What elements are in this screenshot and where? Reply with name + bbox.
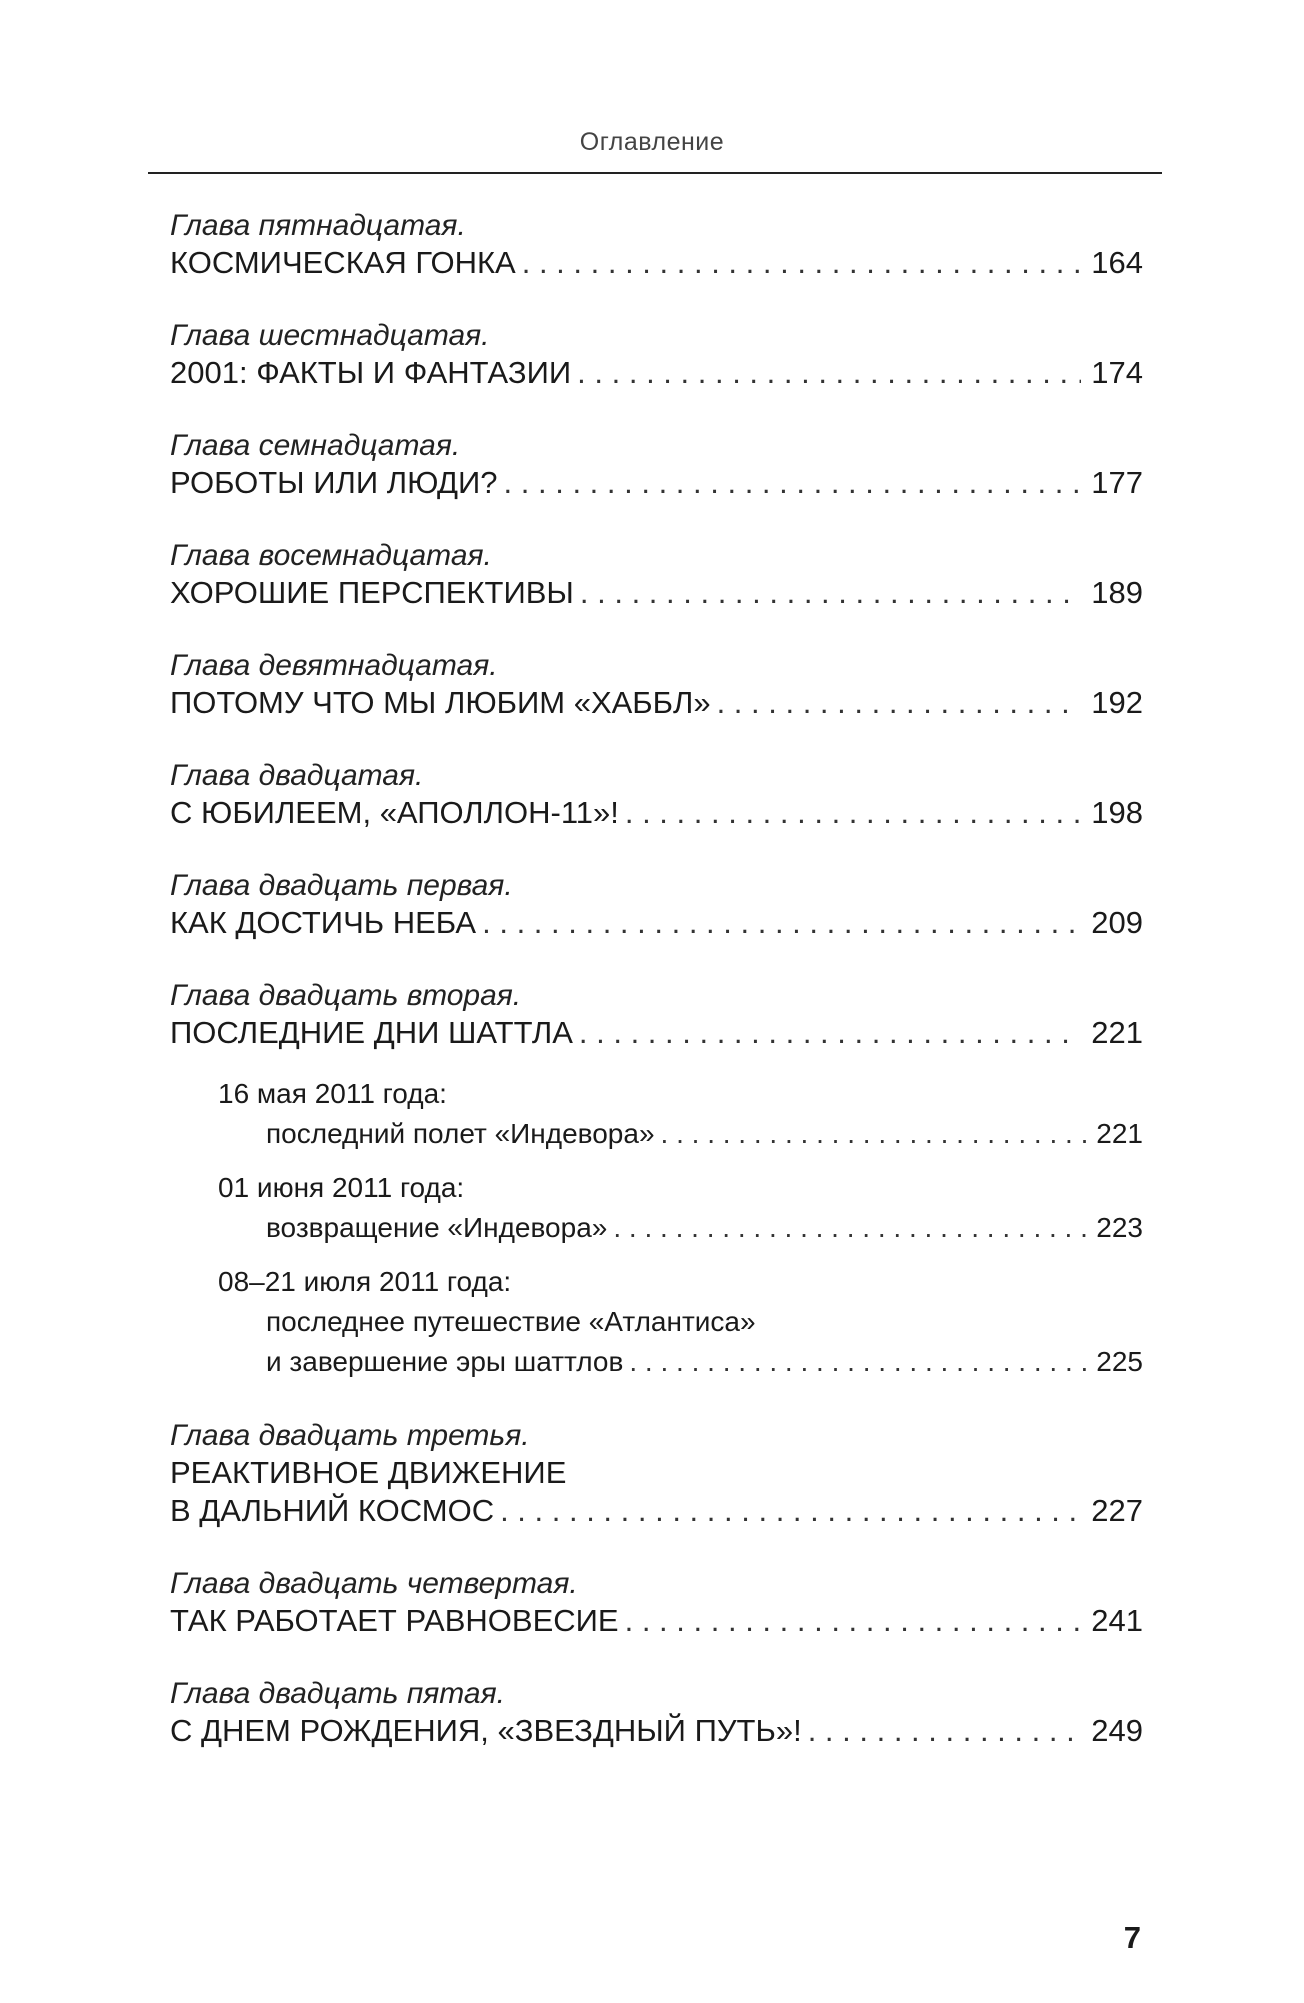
- header-rule: [148, 172, 1162, 174]
- chapter-page: 249: [1091, 1713, 1143, 1748]
- toc-chapter-22: [170, 978, 1143, 1382]
- toc-subsection: [218, 1074, 1143, 1154]
- dot-leader: [516, 244, 1082, 282]
- toc-entry: [170, 464, 1143, 502]
- chapter-label: Глава двадцать четвертая.: [170, 1567, 578, 1600]
- chapter-page: 164: [1091, 245, 1143, 280]
- dot-leader: [802, 1712, 1082, 1750]
- toc-entry: [170, 574, 1143, 612]
- chapter-label: Глава семнадцатая.: [170, 429, 461, 462]
- chapter-title: КОСМИЧЕСКАЯ ГОНКА: [170, 245, 516, 280]
- dot-leader: [571, 354, 1081, 392]
- page-number: 7: [1123, 1920, 1141, 1955]
- subsection-page: 223: [1096, 1212, 1143, 1243]
- chapter-title: С ДНЕМ РОЖДЕНИЯ, «ЗВЕЗДНЫЙ ПУТЬ»!: [170, 1713, 802, 1748]
- dot-leader: [476, 904, 1081, 942]
- dot-leader: [498, 464, 1082, 502]
- toc-entry: [170, 1014, 1143, 1052]
- dot-leader: [711, 684, 1082, 722]
- dot-leader: [574, 574, 1081, 612]
- dot-leader: [623, 1342, 1086, 1382]
- chapter-page: 177: [1091, 465, 1143, 500]
- dot-leader: [573, 1014, 1081, 1052]
- chapter-title: КАК ДОСТИЧЬ НЕБА: [170, 905, 477, 940]
- chapter-title: ПОТОМУ ЧТО МЫ ЛЮБИМ «ХАББЛ»: [170, 685, 711, 720]
- dot-leader: [607, 1208, 1086, 1248]
- chapter-label: Глава пятнадцатая.: [170, 209, 466, 242]
- toc-chapter-25: [170, 1676, 1143, 1750]
- chapter-page: 227: [1091, 1493, 1143, 1528]
- chapter-page: 198: [1091, 795, 1143, 830]
- chapter-page: 189: [1091, 575, 1143, 610]
- toc-subsection: [218, 1168, 1143, 1248]
- chapter-title: 2001: ФАКТЫ И ФАНТАЗИИ: [170, 355, 572, 390]
- chapter-label: Глава двадцать вторая.: [170, 979, 522, 1012]
- subsection-date: 16 мая 2011 года:: [218, 1078, 447, 1109]
- chapter-label: Глава двадцать третья.: [170, 1419, 530, 1452]
- chapter-title: РОБОТЫ ИЛИ ЛЮДИ?: [170, 465, 498, 500]
- subsection-title: последний полет «Индевора»: [266, 1118, 655, 1149]
- subsection-body: [218, 1208, 1143, 1248]
- toc-chapter-23: [170, 1418, 1143, 1530]
- chapter-title: ХОРОШИЕ ПЕРСПЕКТИВЫ: [170, 575, 574, 610]
- chapter-label: Глава двадцатая.: [170, 759, 424, 792]
- chapter-label: Глава восемнадцатая.: [170, 539, 492, 572]
- toc-subsections: [170, 1074, 1143, 1382]
- toc-entry: [170, 1712, 1143, 1750]
- toc-chapter-16: [170, 318, 1143, 392]
- chapter-label: Глава двадцать первая.: [170, 869, 513, 902]
- dot-leader: [619, 794, 1081, 832]
- toc-chapter-21: [170, 868, 1143, 942]
- chapter-page: 192: [1091, 685, 1143, 720]
- toc-chapter-17: [170, 428, 1143, 502]
- toc-chapter-20: [170, 758, 1143, 832]
- table-of-contents: [170, 208, 1143, 1786]
- toc-entry: [170, 354, 1143, 392]
- dot-leader: [494, 1492, 1081, 1530]
- chapter-title: С ЮБИЛЕЕМ, «АПОЛЛОН-11»!: [170, 795, 619, 830]
- toc-chapter-15: [170, 208, 1143, 282]
- chapter-page: 221: [1091, 1015, 1143, 1050]
- toc-entry: [170, 1492, 1143, 1530]
- toc-entry: [266, 1114, 1143, 1154]
- running-header: Оглавление: [579, 128, 725, 156]
- subsection-date: 08–21 июля 2011 года:: [218, 1266, 512, 1297]
- chapter-label: Глава шестнадцатая.: [170, 319, 490, 352]
- toc-chapter-18: [170, 538, 1143, 612]
- chapter-title-line: РЕАКТИВНОЕ ДВИЖЕНИЕ: [170, 1455, 567, 1490]
- subsection-date: 01 июня 2011 года:: [218, 1172, 465, 1203]
- dot-leader: [655, 1114, 1087, 1154]
- subsection-title-line: последнее путешествие «Атлантиса»: [266, 1306, 756, 1337]
- subsection-body: [218, 1114, 1143, 1154]
- toc-entry: [170, 244, 1143, 282]
- toc-entry: [170, 1602, 1143, 1640]
- chapter-label: Глава двадцать пятая.: [170, 1677, 505, 1710]
- chapter-page: 241: [1091, 1603, 1143, 1638]
- chapter-title: ТАК РАБОТАЕТ РАВНОВЕСИЕ: [170, 1603, 619, 1638]
- subsection-title: и завершение эры шаттлов: [266, 1346, 624, 1377]
- chapter-page: 209: [1091, 905, 1143, 940]
- subsection-title: возвращение «Индевора»: [266, 1212, 608, 1243]
- chapter-label: Глава девятнадцатая.: [170, 649, 498, 682]
- dot-leader: [619, 1602, 1082, 1640]
- toc-entry: [170, 904, 1143, 942]
- toc-entry: [266, 1208, 1143, 1248]
- subsection-page: 225: [1096, 1346, 1143, 1377]
- toc-chapter-19: [170, 648, 1143, 722]
- toc-subsection: [218, 1262, 1143, 1382]
- toc-entry: [170, 794, 1143, 832]
- chapter-title: В ДАЛЬНИЙ КОСМОС: [170, 1493, 495, 1528]
- toc-entry: [170, 684, 1143, 722]
- toc-entry: [266, 1342, 1143, 1382]
- toc-chapter-24: [170, 1566, 1143, 1640]
- subsection-body: [218, 1302, 1143, 1382]
- subsection-page: 221: [1096, 1118, 1143, 1149]
- chapter-title: ПОСЛЕДНИЕ ДНИ ШАТТЛА: [170, 1015, 573, 1050]
- chapter-page: 174: [1091, 355, 1143, 390]
